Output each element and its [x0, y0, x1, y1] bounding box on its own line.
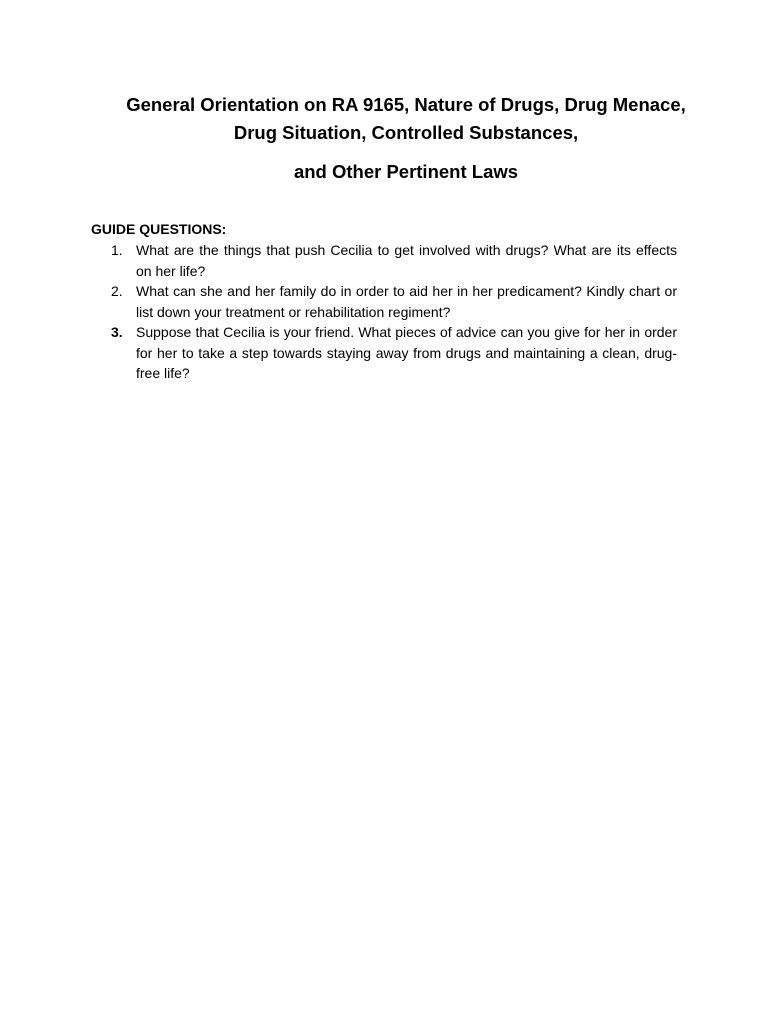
- question-text: Suppose that Cecilia is your friend. What pieces of advice can you give for her in order for her to take a step towards staying away from drugs and maintaining a clean, drug-free life?: [136, 324, 677, 381]
- question-text: What are the things that push Cecilia to get involved with drugs? What are its effects on her life?: [136, 242, 677, 279]
- question-number: 3.: [111, 324, 123, 340]
- guide-questions-heading: GUIDE QUESTIONS:: [91, 221, 227, 237]
- question-item-2: [91, 281, 677, 322]
- document-title: General Orientation on RA 9165, Nature of Drugs, Drug Menace, Drug Situation, Controlled Substances,: [126, 94, 686, 143]
- document-subtitle: and Other Pertinent Laws: [293, 161, 519, 182]
- question-number: 2.: [111, 283, 123, 299]
- question-text: What can she and her family do in order to aid her in her predicament? Kindly chart or list down your treatment or rehabilitation regiment?: [136, 283, 677, 320]
- question-number: 1.: [111, 242, 123, 258]
- question-item-3: [91, 322, 677, 384]
- guide-questions-list: [91, 240, 677, 384]
- question-item-1: [91, 240, 677, 281]
